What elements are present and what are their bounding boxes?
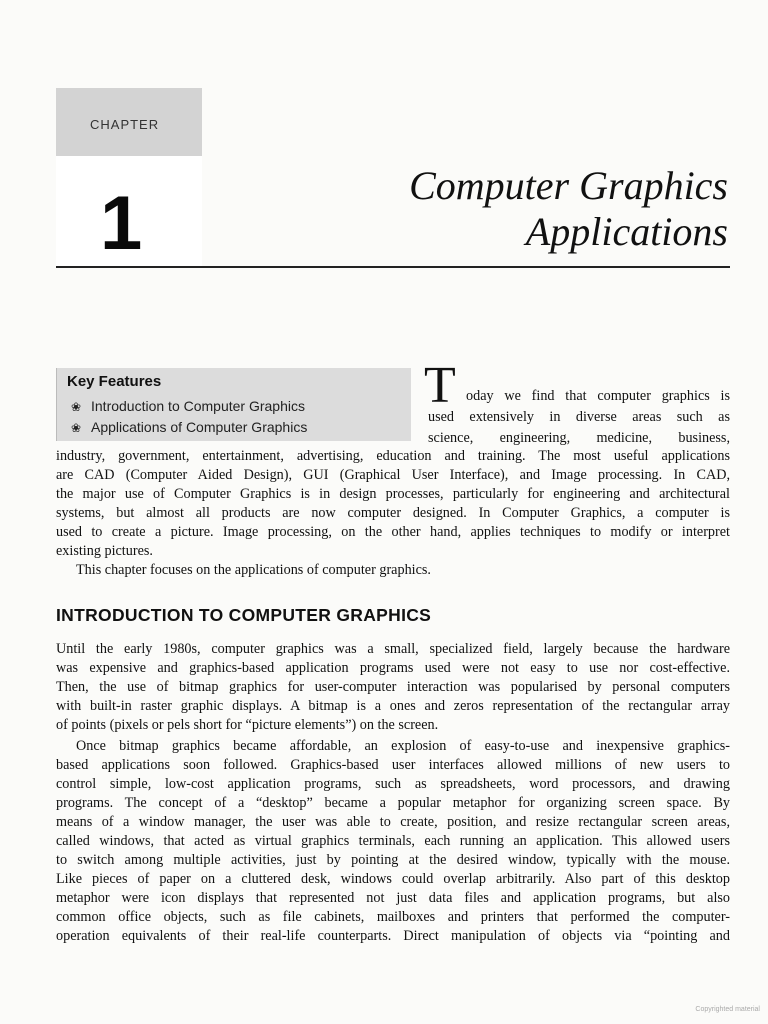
- chapter-title: [409, 163, 728, 255]
- text-line: industry, government, entertainment, advertising, education and training. The most useful applications: [56, 448, 730, 464]
- text-line: to switch among multiple activities, just by pointing at the desired window, typically with the mouse.: [56, 852, 730, 868]
- text-line: control simple, low-cost application programs, such as spreadsheets, word processors, and drawing: [56, 776, 730, 792]
- text-line: common office objects, such as file cabinets, mailboxes and printers that performed the computer-: [56, 909, 730, 925]
- text-line: operation equivalents of their real-life counterparts. Direct manipulation of objects via “pointing and: [56, 928, 730, 944]
- text-line: based applications soon followed. Graphics-based user interfaces allowed millions of new users to: [56, 757, 730, 773]
- bullet-icon: ❀: [71, 421, 82, 435]
- key-feature-label: Introduction to Computer Graphics: [91, 398, 305, 414]
- key-features-title: Key Features: [67, 373, 162, 390]
- text-line: was expensive and graphics-based application programs used were not easy to use nor cost-effective.: [56, 660, 730, 676]
- key-features-box: [56, 368, 411, 441]
- key-feature-item: [71, 419, 307, 435]
- section-heading: INTRODUCTION TO COMPUTER GRAPHICS: [56, 605, 432, 625]
- chapter-title-line-1: Computer Graphics: [409, 163, 728, 208]
- text-line: are CAD (Computer Aided Design), GUI (Graphical User Interface), and Image processing. In CAD,: [56, 467, 730, 483]
- text-line: Like pieces of paper on a cluttered desk, windows could overlap arbitrarily. Also part of this desktop: [56, 871, 730, 887]
- text-line: Then, the use of bitmap graphics for user-computer interaction was popularised by personal computers: [56, 679, 730, 695]
- text-line: used extensively in diverse areas such as: [428, 409, 730, 425]
- drop-cap: T: [424, 357, 456, 414]
- chapter-box: [56, 88, 202, 268]
- text-line: programs. The concept of a “desktop” became a popular metaphor for organizing screen space. By: [56, 795, 730, 811]
- text-line: systems, but almost all products are now computer designed. In Computer Graphics, a computer is: [56, 505, 730, 521]
- copyright-watermark: Copyrighted material: [695, 1006, 760, 1013]
- key-feature-label: Applications of Computer Graphics: [91, 419, 308, 435]
- key-feature-item: [71, 398, 305, 414]
- title-divider: [56, 266, 730, 268]
- chapter-label: CHAPTER: [90, 117, 160, 132]
- text-line: called windows, that acted as virtual graphics terminals, each running an application. This allowed users: [56, 833, 730, 849]
- text-line: of points (pixels or pels short for “picture elements”) on the screen.: [56, 717, 439, 733]
- text-line: used to create a picture. Image processing, on the other hand, applies techniques to modify or interpret: [56, 524, 730, 540]
- chapter-title-line-2: Applications: [525, 209, 728, 254]
- text-line: with built-in raster graphic displays. A bitmap is a ones and zeros representation of the rectangular array: [56, 698, 730, 714]
- chapter-label-band: [56, 88, 202, 156]
- text-line: science, engineering, medicine, business,: [428, 430, 730, 446]
- text-line: means of a window manager, the user was able to create, position, and resize rectangular screen areas,: [56, 814, 730, 830]
- text-line: This chapter focuses on the applications of computer graphics.: [76, 562, 431, 578]
- text-line: existing pictures.: [56, 543, 153, 559]
- chapter-number: 1: [100, 181, 143, 266]
- text-line: Once bitmap graphics became affordable, an explosion of easy-to-use and inexpensive graphics-: [76, 738, 730, 754]
- text-line: the major use of Computer Graphics is in design processes, particularly for engineering and architectural: [56, 486, 730, 502]
- bullet-icon: ❀: [71, 400, 82, 414]
- text-line: Until the early 1980s, computer graphics was a small, specialized field, largely because the hardware: [56, 641, 730, 657]
- text-line: metaphor were icon displays that represented not just data files and application programs, but also: [56, 890, 730, 906]
- text-line: oday we find that computer graphics is: [466, 388, 730, 404]
